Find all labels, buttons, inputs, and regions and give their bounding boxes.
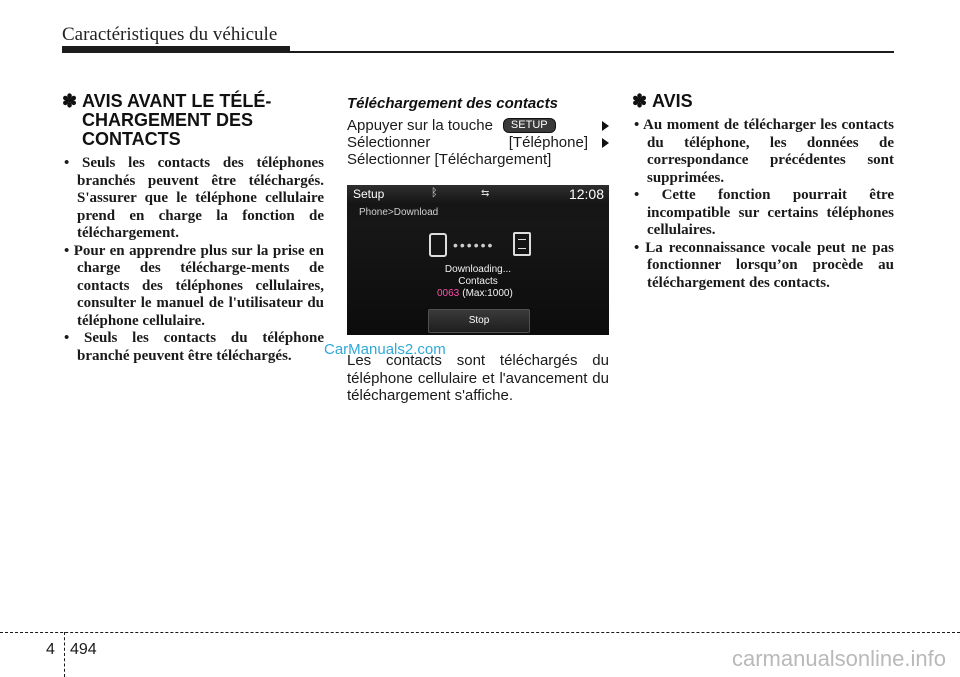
step-select-phone	[347, 134, 609, 151]
list-item: • Seuls les contacts des téléphones branchés peuvent être téléchargés. S'assurer que le téléphone cellulaire prend en charge la fonction de téléchargement.	[64, 155, 324, 241]
page-header-title: Caractéristiques du véhicule	[62, 24, 278, 45]
list-item: • Au moment de télécharger les contacts du téléphone, les données de correspondance précédentes sont supprimées.	[634, 117, 894, 186]
download-max: (Max:1000)	[462, 288, 513, 299]
header-rule-thin	[62, 51, 894, 53]
downloading-label: Downloading...	[444, 264, 512, 275]
list-item: • La reconnaissance vocale peut ne pas fonctionner lorsqu’on procède au téléchargement des contacts.	[634, 239, 894, 291]
notice-title-line: AVIS AVANT LE TÉLÉ-	[82, 91, 272, 111]
phone-icon	[429, 233, 447, 257]
notice-title-line: CHARGEMENT DES	[82, 110, 254, 130]
download-contacts-title: Téléchargement des contacts	[347, 95, 558, 112]
arrow-right-icon	[602, 121, 609, 131]
list-item: • Seuls les contacts du téléphone branché peuvent être téléchargés.	[64, 330, 324, 364]
chapter-number: 4	[46, 641, 55, 658]
watermark-site: carmanualsonline.info	[731, 646, 946, 671]
page-number: 494	[70, 641, 97, 658]
step-value: [Téléphone]	[508, 134, 588, 151]
head-unit-screen	[347, 185, 609, 335]
notice-avis-title	[632, 92, 894, 111]
screen-title: Setup	[353, 187, 385, 201]
screen-status-bar	[347, 185, 609, 205]
arrow-right-icon	[602, 138, 609, 148]
usb-icon: ⇆	[481, 188, 490, 199]
asterisk-icon: ✽	[62, 91, 78, 111]
notice-avis-list	[632, 117, 894, 292]
stop-button[interactable]: Stop	[428, 309, 530, 333]
download-counter	[437, 288, 513, 299]
notice-title-line: CONTACTS	[82, 129, 181, 149]
transfer-dots: ••••••	[453, 237, 495, 253]
step-text: Sélectionner	[347, 134, 431, 151]
download-description: Les contacts sont téléchargés du téléphone cellulaire et l'avancement du téléchargement s'affiche.	[347, 352, 609, 404]
breadcrumb-text: Phone>Download	[359, 207, 439, 218]
step-text: Sélectionner [Téléchargement]	[347, 151, 552, 168]
list-item: • Cette fonction pourrait être incompatible sur certains téléphones cellulaires.	[634, 187, 894, 238]
setup-key-badge: SETUP	[503, 118, 556, 133]
download-count: 0063	[437, 288, 460, 299]
notice-before-download-list	[62, 155, 324, 365]
step-select-download	[347, 151, 609, 168]
list-item: • Pour en apprendre plus sur la prise en charge des télécharge-ments de contacts des téléphones cellulaires, consulter le manuel de l'utilisateur du téléphone cellulaire.	[64, 242, 324, 329]
bluetooth-icon: ᛒ	[431, 187, 438, 199]
contacts-label: Contacts	[458, 276, 498, 287]
step-press-setup	[347, 117, 609, 134]
notice-avis	[632, 92, 894, 292]
footer-divider	[64, 632, 65, 677]
screen-clock: 12:08	[568, 186, 604, 202]
notice-before-download	[62, 92, 324, 365]
document-icon	[513, 232, 531, 256]
asterisk-icon: ✽	[632, 91, 648, 111]
step-text: Appuyer sur la touche	[347, 117, 493, 134]
download-contacts-section	[347, 95, 609, 405]
watermark-carmanuals2: CarManuals2.com	[324, 341, 446, 358]
notice-title-text: AVIS	[652, 91, 693, 111]
notice-before-download-title	[62, 92, 324, 149]
footer-rule	[0, 632, 960, 633]
screen-breadcrumb	[347, 205, 609, 221]
